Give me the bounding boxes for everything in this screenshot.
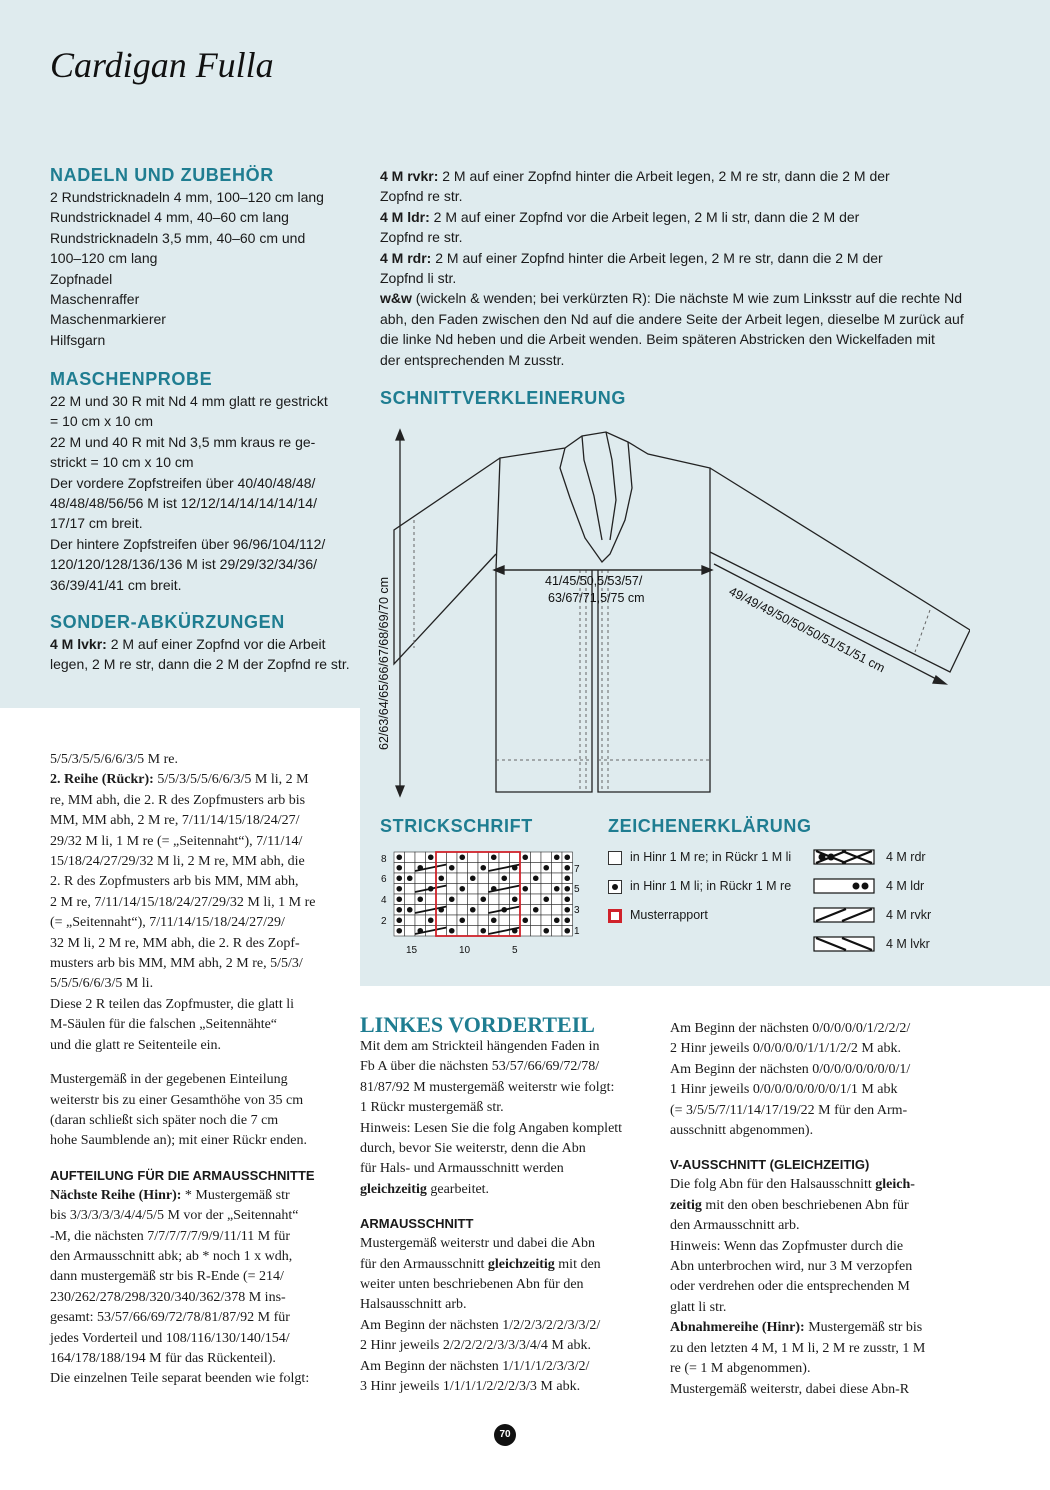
chart-cell bbox=[531, 884, 542, 895]
legend-purl: in Hinr 1 M li; in Rückr 1 M re bbox=[608, 878, 791, 894]
text-line: re, MM abh, die 2. R des Zopfmusters arb bis bbox=[50, 792, 306, 808]
term: 4 M lvkr: bbox=[50, 636, 107, 652]
text-line: 4 M rvkr: 2 M auf einer Zopfnd hinter die Arbeit legen, 2 M re str, dann die 2 M der bbox=[380, 168, 890, 184]
text-line: 100–120 cm lang bbox=[50, 250, 158, 267]
text-line: Maschenraffer bbox=[50, 291, 140, 308]
cardigan-body bbox=[496, 432, 710, 570]
purl-dot bbox=[428, 854, 434, 860]
text-line: Hinweis: Wenn das Zopfmuster durch die bbox=[670, 1238, 904, 1254]
text-line: 2. R des Zopfmusters arb bis MM, MM abh, bbox=[50, 874, 299, 890]
row-label: 4 bbox=[381, 895, 387, 906]
text-line: 2. Reihe (Rückr): 5/5/3/5/5/6/6/3/5 M li, 2 M bbox=[50, 772, 309, 788]
chart-cell bbox=[447, 884, 458, 895]
purl-dot bbox=[564, 886, 570, 892]
text-line: 3 Hinr jeweils 1/1/1/1/2/2/2/3/3 M abk. bbox=[360, 1379, 581, 1395]
text-line: weiterstr bis zu einer Gesamthöhe von 35 cm bbox=[50, 1092, 304, 1108]
chart-cell bbox=[468, 884, 479, 895]
purl-dot bbox=[396, 875, 402, 881]
chart-cell bbox=[531, 863, 542, 874]
chart-grid bbox=[394, 852, 573, 936]
chart-cell bbox=[541, 873, 552, 884]
purl-dot bbox=[543, 928, 549, 934]
text-line: Zopfnd li str. bbox=[380, 270, 457, 287]
purl-dot bbox=[438, 875, 444, 881]
schematic-diagram bbox=[370, 420, 970, 810]
text-line: 2 Hinr jeweils 2/2/2/2/2/3/3/3/4/4 M abk. bbox=[360, 1338, 591, 1354]
chart-cell bbox=[531, 915, 542, 926]
v-ausschnitt-heading: V-AUSSCHNITT (GLEICHZEITIG) bbox=[670, 1157, 870, 1173]
row-label: 7 bbox=[574, 864, 580, 875]
text-line: 4 M ldr: 2 M auf einer Zopfnd vor die Arbeit legen, 2 M li str, dann die 2 M der bbox=[380, 208, 860, 225]
text-line: oder verdrehen oder die entsprechenden M bbox=[670, 1279, 910, 1295]
chart-cell bbox=[510, 915, 521, 926]
chart-cell bbox=[457, 894, 468, 905]
text-line: Rundstricknadel 4 mm, 40–60 cm lang bbox=[50, 209, 289, 226]
purl-dot bbox=[533, 875, 539, 881]
chart-cell bbox=[552, 905, 563, 916]
chart-cell bbox=[436, 852, 447, 863]
chart-cell bbox=[405, 863, 416, 874]
chart-cell bbox=[510, 873, 521, 884]
knit-symbol bbox=[608, 851, 622, 865]
purl-dot bbox=[480, 896, 486, 902]
schnitt-heading: SCHNITTVERKLEINERUNG bbox=[380, 388, 627, 408]
text-line: durch, bevor Sie weiterstr, denn die Abn bbox=[360, 1141, 586, 1157]
purl-dot bbox=[459, 886, 465, 892]
chart-cell bbox=[468, 926, 479, 937]
purl-dot bbox=[396, 865, 402, 871]
text-line: 164/178/188/194 M für das Rückenteil). bbox=[50, 1350, 276, 1366]
purl-dot bbox=[543, 896, 549, 902]
chart-cell bbox=[415, 873, 426, 884]
chart-cell bbox=[478, 873, 489, 884]
text-line: Zopfnd re str. bbox=[380, 229, 463, 246]
text-line: Diese 2 R teilen das Zopfmuster, die glatt li bbox=[50, 996, 294, 1012]
text-line: MM, MM abh, 2 M re, 7/11/14/15/18/24/27/ bbox=[50, 813, 300, 829]
text-line: Mustergemäß in der gegebenen Einteilung bbox=[50, 1072, 288, 1088]
chart-cell bbox=[405, 884, 416, 895]
chart-cell bbox=[405, 915, 416, 926]
text-line: 4 M lvkr: 2 M auf einer Zopfnd vor die Arbeit bbox=[50, 636, 326, 652]
purl-symbol bbox=[608, 880, 622, 894]
text-line: und die glatt re Seitenteile ein. bbox=[50, 1037, 222, 1053]
text-line: den Armausschnitt arb. bbox=[670, 1218, 800, 1234]
body-instructions-2 bbox=[360, 1013, 655, 1398]
text-line: für Hals- und Armausschnitt werden bbox=[360, 1161, 564, 1177]
purl-dot bbox=[512, 896, 518, 902]
chart-cell bbox=[499, 894, 510, 905]
chart-cell bbox=[457, 905, 468, 916]
text-line: den Armausschnitt abk; ab * noch 1 x wdh, bbox=[50, 1248, 293, 1264]
purl-dot bbox=[480, 865, 486, 871]
purl-dot bbox=[522, 886, 528, 892]
height-label: 62/63/64/65/66/67/68/69/70 cm bbox=[377, 576, 391, 750]
armausschnitt-heading: ARMAUSSCHNITT bbox=[360, 1216, 474, 1232]
purl-dot bbox=[491, 917, 497, 923]
chart-cell bbox=[499, 852, 510, 863]
text-line: Mit dem am Strickteil hängenden Faden in bbox=[360, 1039, 600, 1054]
text-line: 5/5/5/6/6/3/5 M li. bbox=[50, 976, 154, 992]
text-line: 2 M re, 7/11/14/15/18/24/27/29/32 M li, 1 M re bbox=[50, 894, 316, 910]
purl-dot bbox=[396, 907, 402, 913]
text-line: Mustergemäß weiterstr und dabei die Abn bbox=[360, 1236, 595, 1252]
chart-cell bbox=[447, 852, 458, 863]
purl-dot bbox=[543, 865, 549, 871]
text-line: für den Armausschnitt gleichzeitig mit den bbox=[360, 1256, 601, 1272]
linkes-vorderteil-heading: LINKES VORDERTEIL bbox=[360, 1012, 595, 1037]
abbreviations-section bbox=[50, 610, 350, 675]
text-line: w&w (wickeln & wenden; bei verkürzten R): Die nächste M wie zum Linksstr auf die rechte Nd bbox=[380, 290, 963, 307]
chart-cell bbox=[405, 926, 416, 937]
text-line: M-Säulen für die falschen „Seitennähte“ bbox=[50, 1017, 278, 1033]
text-line: Der hintere Zopfstreifen über 96/96/104/112/ bbox=[50, 535, 326, 552]
chart-cell bbox=[520, 873, 531, 884]
chart-cell bbox=[520, 863, 531, 874]
chart-cell bbox=[552, 863, 563, 874]
text-line: Die folg Abn für den Halsausschnitt gleich- bbox=[670, 1177, 915, 1193]
nadeln-heading: NADELN UND ZUBEHÖR bbox=[50, 165, 274, 185]
chart-cell bbox=[489, 894, 500, 905]
text-line: Die einzelnen Teile separat beenden wie folgt: bbox=[50, 1371, 310, 1387]
purl-dot bbox=[491, 854, 497, 860]
left-sleeve bbox=[394, 458, 500, 664]
chart-cell bbox=[520, 905, 531, 916]
purl-dot bbox=[554, 854, 560, 860]
purl-dot bbox=[522, 854, 528, 860]
text-line: Fb A über die nächsten 53/57/66/69/72/78/ bbox=[360, 1059, 600, 1075]
purl-dot bbox=[407, 875, 413, 881]
chart-cell bbox=[541, 915, 552, 926]
chart-cell bbox=[468, 894, 479, 905]
purl-dot bbox=[449, 928, 455, 934]
text-line: zeitig mit den oben beschriebenen Abn für bbox=[670, 1197, 909, 1213]
chart-cell bbox=[552, 894, 563, 905]
purl-dot bbox=[428, 917, 434, 923]
text-line: 120/120/128/136/136 M ist 29/29/32/34/36/ bbox=[50, 556, 317, 573]
purl-dot bbox=[564, 896, 570, 902]
text-line: Maschenmarkierer bbox=[50, 311, 166, 328]
text-line: Am Beginn der nächsten 1/1/1/1/2/3/3/2/ bbox=[360, 1358, 590, 1374]
row-label: 1 bbox=[574, 926, 580, 937]
text-line: re (= 1 M abgenommen). bbox=[670, 1361, 811, 1377]
purl-dot bbox=[396, 886, 402, 892]
text-line: Am Beginn der nächsten 0/0/0/0/0/0/0/0/1/ bbox=[670, 1061, 911, 1077]
purl-dot bbox=[470, 907, 476, 913]
legend-repeat: Musterrapport bbox=[608, 907, 708, 923]
chart-cell bbox=[520, 894, 531, 905]
chart-cell bbox=[436, 894, 447, 905]
abbreviations-continued bbox=[380, 166, 980, 370]
aufteilung-heading: AUFTEILUNG FÜR DIE ARMAUSSCHNITTE bbox=[50, 1167, 315, 1183]
purl-dot bbox=[533, 907, 539, 913]
text-line: ausschnitt abgenommen). bbox=[670, 1123, 814, 1139]
text-line: = 10 cm x 10 cm bbox=[50, 413, 154, 430]
text-line: strickt = 10 cm x 10 cm bbox=[50, 454, 194, 471]
purl-dot bbox=[470, 875, 476, 881]
gauge-section bbox=[50, 367, 350, 595]
chart-cell bbox=[552, 926, 563, 937]
chart-cell bbox=[489, 873, 500, 884]
chart-cell bbox=[426, 873, 437, 884]
text-line: 1 Hinr jeweils 0/0/0/0/0/0/0/0/1/1 M abk bbox=[670, 1082, 898, 1098]
row-label: 2 bbox=[381, 916, 387, 927]
chart-cell bbox=[541, 905, 552, 916]
page-title: Cardigan Fulla bbox=[50, 45, 274, 85]
chart-cell bbox=[405, 894, 416, 905]
purl-dot bbox=[564, 875, 570, 881]
body-instructions-3 bbox=[670, 1019, 970, 1400]
chart-cell bbox=[457, 873, 468, 884]
chart-cell bbox=[436, 915, 447, 926]
text-line: 15/18/24/27/29/32 M li, 2 M re, MM abh, die bbox=[50, 854, 305, 870]
text-line: weiter unten beschriebenen Abn für den bbox=[360, 1277, 584, 1293]
chart-cell bbox=[510, 852, 521, 863]
text-line: 2 Rundstricknadeln 4 mm, 100–120 cm lang bbox=[50, 189, 324, 205]
row-label: 3 bbox=[574, 905, 580, 916]
chart-cell bbox=[531, 852, 542, 863]
shawl-collar bbox=[560, 442, 632, 562]
chart-cell bbox=[447, 915, 458, 926]
text-line: abh, den Faden zwischen den Nd auf die andere Seite der Arbeit legen, dieselbe M zurück auf bbox=[380, 310, 964, 327]
text-line: Nächste Reihe (Hinr): * Mustergemäß str bbox=[50, 1187, 290, 1203]
text-line: Hinweis: Lesen Sie die folg Angaben komplett bbox=[360, 1120, 623, 1136]
chart-cell bbox=[447, 905, 458, 916]
text-line: 4 M rdr: 2 M auf einer Zopfnd hinter die Arbeit legen, 2 M re str, dann die 2 M der bbox=[380, 249, 883, 266]
text-line: Hilfsgarn bbox=[50, 331, 106, 348]
purl-dot bbox=[396, 928, 402, 934]
legend-ldr: 4 M ldr bbox=[886, 879, 925, 893]
text-line: zu den letzten 4 M, 1 M li, 2 M re zusstr, 1 M bbox=[670, 1340, 926, 1356]
text-line: (= „Seitennaht“), 7/11/14/15/18/24/27/29/ bbox=[50, 915, 285, 931]
chart-cell bbox=[531, 926, 542, 937]
text-line: hohe Saumblende an); mit einer Rückr enden. bbox=[50, 1133, 307, 1149]
text-line: die linke Nd heben und die Arbeit wenden. Beim späteren Abstricken den Wickelfaden mit bbox=[380, 331, 935, 348]
text-line: Abn unterbrochen wird, nur 3 M verzopfen bbox=[670, 1259, 913, 1275]
purl-dot bbox=[554, 917, 560, 923]
chart-cell bbox=[457, 863, 468, 874]
text-line: (= 3/5/5/7/11/14/17/19/22 M für den Arm- bbox=[670, 1102, 908, 1118]
purl-dot bbox=[522, 917, 528, 923]
purl-dot bbox=[407, 907, 413, 913]
purl-dot bbox=[564, 854, 570, 860]
text-line: 29/32 M li, 1 M re (= „Seitennaht“), 7/11/14/ bbox=[50, 833, 303, 849]
purl-dot bbox=[396, 896, 402, 902]
text-line: 22 M und 30 R mit Nd 4 mm glatt re gestrickt bbox=[50, 393, 328, 409]
purl-dot bbox=[417, 896, 423, 902]
chart-cell bbox=[468, 863, 479, 874]
purl-dot bbox=[480, 928, 486, 934]
text-line: Am Beginn der nächsten 0/0/0/0/0/1/2/2/2/ bbox=[670, 1021, 911, 1036]
text-line: der entsprechenden M zusstr. bbox=[380, 351, 565, 368]
purl-dot bbox=[396, 917, 402, 923]
sonder-heading: SONDER-ABKÜRZUNGEN bbox=[50, 612, 285, 632]
text-line: 1 Rückr mustergemäß str. bbox=[360, 1100, 504, 1116]
purl-dot bbox=[396, 854, 402, 860]
cable-symbols bbox=[812, 848, 882, 956]
text-line: Zopfnd re str. bbox=[380, 188, 463, 205]
purl-dot bbox=[449, 896, 455, 902]
chart-cell bbox=[541, 884, 552, 895]
maschenprobe-heading: MASCHENPROBE bbox=[50, 369, 213, 389]
text-line: 36/39/41/41 cm breit. bbox=[50, 576, 182, 593]
chart-cell bbox=[415, 915, 426, 926]
legend-lvkr: 4 M lvkr bbox=[886, 937, 930, 951]
text-line: 22 M und 40 R mit Nd 3,5 mm kraus re ge- bbox=[50, 433, 316, 450]
purl-dot bbox=[459, 854, 465, 860]
strickschrift-heading: STRICKSCHRIFT bbox=[380, 816, 533, 836]
text-line: glatt li str. bbox=[670, 1299, 727, 1315]
chart-cell bbox=[478, 915, 489, 926]
text-line: legen, 2 M re str, dann die 2 M der Zopfnd re str. bbox=[50, 656, 350, 673]
text-line: 32 M li, 2 M re, MM abh, die 2. R des Zopf- bbox=[50, 935, 300, 951]
purl-dot bbox=[501, 875, 507, 881]
purl-dot bbox=[449, 865, 455, 871]
text-line: bis 3/3/3/3/3/4/4/5/5 M vor der „Seitennaht“ bbox=[50, 1208, 299, 1224]
text-line: Rundstricknadeln 3,5 mm, 40–60 cm und bbox=[50, 229, 306, 246]
text-line: musters arb bis MM, MM abh, 2 M re, 5/5/3/ bbox=[50, 956, 303, 972]
chart-cell bbox=[478, 884, 489, 895]
chart-cell bbox=[552, 873, 563, 884]
text-line: gesamt: 53/57/66/69/72/78/81/87/92 M für bbox=[50, 1310, 290, 1326]
text-line: jedes Vorderteil und 108/116/130/140/154/ bbox=[50, 1330, 290, 1346]
text-line: 81/87/92 M mustergemäß weiterstr wie folgt: bbox=[360, 1079, 615, 1095]
chart-cell bbox=[520, 926, 531, 937]
body-instructions-1 bbox=[50, 750, 350, 1390]
text-line: 230/262/278/298/320/340/362/378 M ins- bbox=[50, 1289, 286, 1305]
chart-cell bbox=[478, 852, 489, 863]
chart-cell bbox=[531, 894, 542, 905]
chart-cell bbox=[405, 852, 416, 863]
chart-cell bbox=[457, 926, 468, 937]
purl-dot bbox=[564, 928, 570, 934]
knitting-chart bbox=[376, 846, 598, 958]
sleeve-label: 49/49/49/50/50/50/51/51/51 cm bbox=[726, 584, 888, 676]
row-label: 8 bbox=[381, 854, 387, 865]
text-line: Am Beginn der nächsten 1/2/2/3/2/2/3/3/2/ bbox=[360, 1317, 601, 1333]
legend-heading: ZEICHENERKLÄRUNG bbox=[608, 816, 812, 836]
col-label: 10 bbox=[459, 945, 471, 956]
text-line: (daran schließt sich später noch die 7 cm bbox=[50, 1112, 279, 1128]
text-line: 48/48/48/56/56 M ist 12/12/14/14/14/14/14/ bbox=[50, 495, 317, 512]
row-label: 5 bbox=[574, 884, 580, 895]
chart-cell bbox=[478, 905, 489, 916]
chart-cell bbox=[499, 915, 510, 926]
col-label: 15 bbox=[406, 945, 418, 956]
text-line: 2 Hinr jeweils 0/0/0/0/0/1/1/1/2/2 M abk. bbox=[670, 1041, 901, 1057]
repeat-symbol bbox=[608, 909, 622, 923]
text-line: -M, die nächsten 7/7/7/7/7/9/9/11/11 M für bbox=[50, 1228, 291, 1244]
purl-dot bbox=[564, 907, 570, 913]
text-line: gleichzeitig gearbeitet. bbox=[360, 1181, 490, 1197]
materials-section bbox=[50, 163, 350, 350]
chart-cell bbox=[541, 852, 552, 863]
text-line: Mustergemäß weiterstr, dabei diese Abn-R bbox=[670, 1381, 910, 1397]
text-line: 5/5/3/5/5/6/6/3/5 M re. bbox=[50, 752, 178, 767]
chart-cell bbox=[468, 915, 479, 926]
legend-rdr: 4 M rdr bbox=[886, 850, 926, 864]
chart-cell bbox=[468, 852, 479, 863]
chart-cell bbox=[426, 894, 437, 905]
text-line: Der vordere Zopfstreifen über 40/40/48/48/ bbox=[50, 474, 316, 491]
purl-dot bbox=[564, 917, 570, 923]
purl-dot bbox=[554, 886, 560, 892]
text-line: dann mustergemäß str bis R-Ende (= 214/ bbox=[50, 1269, 284, 1285]
text-line: Halsausschnitt arb. bbox=[360, 1297, 467, 1313]
width-label-1: 41/45/50,5/53/57/ bbox=[545, 574, 643, 588]
page-number: 70 bbox=[494, 1424, 516, 1446]
purl-dot bbox=[459, 917, 465, 923]
width-label-2: 63/67/71,5/75 cm bbox=[548, 591, 645, 605]
chart-cell bbox=[447, 873, 458, 884]
col-label: 5 bbox=[512, 945, 518, 956]
row-label: 6 bbox=[381, 874, 387, 885]
legend-knit: in Hinr 1 M re; in Rückr 1 M li bbox=[608, 849, 791, 865]
chart-cell bbox=[415, 852, 426, 863]
purl-dot bbox=[564, 865, 570, 871]
text-line: Zopfnadel bbox=[50, 270, 113, 287]
legend-rvkr: 4 M rvkr bbox=[886, 908, 932, 922]
text-line: 17/17 cm breit. bbox=[50, 515, 143, 532]
text-line: Abnahmereihe (Hinr): Mustergemäß str bis bbox=[670, 1320, 923, 1336]
